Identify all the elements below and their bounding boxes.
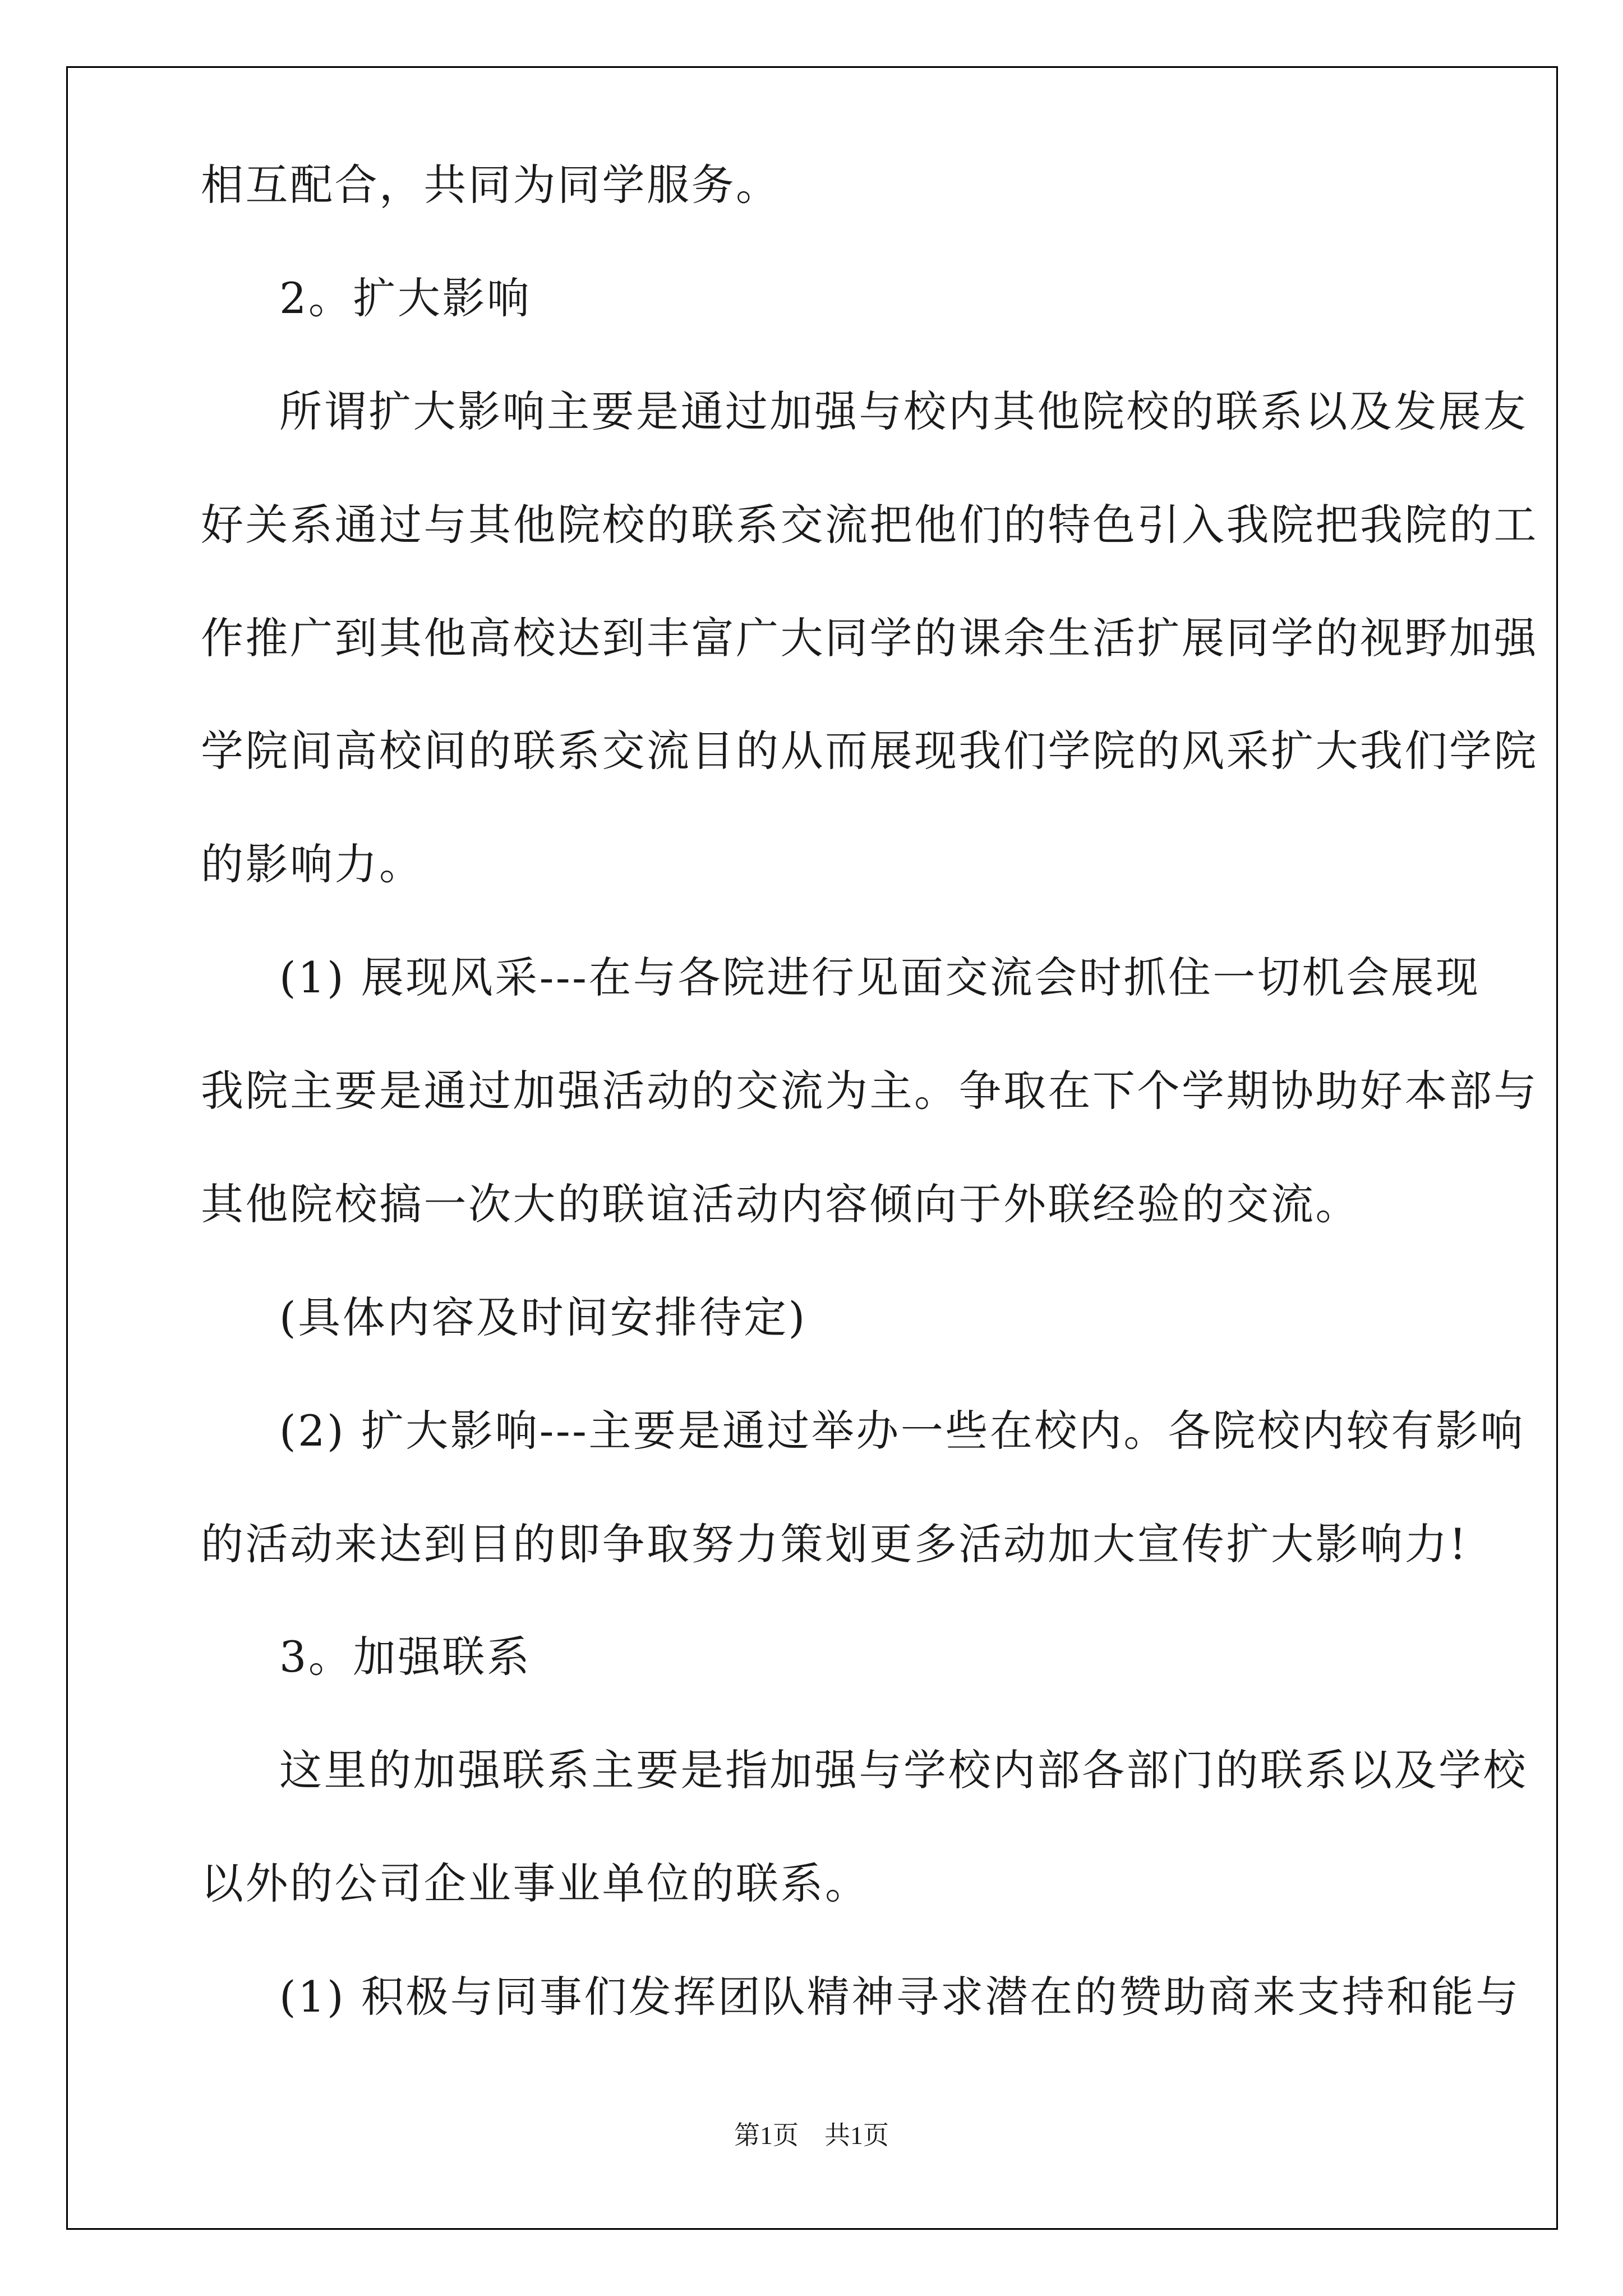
- text-line: 作推广到其他高校达到丰富广大同学的课余生活扩展同学的视野加强: [201, 613, 1538, 663]
- text-line: 学院间高校间的联系交流目的从而展现我们学院的风采扩大我们学院: [201, 726, 1538, 776]
- section-heading: 2。扩大影响: [279, 273, 532, 323]
- text-line: 的活动来达到目的即争取努力策划更多活动加大宣传扩大影响力!: [201, 1519, 1469, 1569]
- text-line: (1) 展现风采---在与各院进行见面交流会时抓住一切机会展现: [279, 953, 1481, 1003]
- text-line: 的影响力。: [201, 839, 424, 890]
- section-heading: 3。加强联系: [279, 1632, 532, 1682]
- text-line: 这里的加强联系主要是指加强与学校内部各部门的联系以及学校: [279, 1745, 1528, 1796]
- text-line: 相互配合，共同为同学服务。: [201, 160, 781, 210]
- text-line: 所谓扩大影响主要是通过加强与校内其他院校的联系以及发展友: [279, 386, 1528, 436]
- text-line: (1) 积极与同事们发挥团队精神寻求潜在的赞助商来支持和能与: [279, 1972, 1520, 2022]
- text-line: (2) 扩大影响---主要是通过举办一些在校内。各院校内较有影响: [279, 1405, 1525, 1456]
- text-line: 其他院校搞一次大的联谊活动内容倾向于外联经验的交流。: [201, 1179, 1360, 1229]
- text-line: 我院主要是通过加强活动的交流为主。争取在下个学期协助好本部与: [201, 1066, 1538, 1116]
- text-line: 好关系通过与其他院校的联系交流把他们的特色引入我院把我院的工: [201, 499, 1538, 550]
- page-footer: 第1页 共1页: [734, 2121, 889, 2150]
- text-line: 以外的公司企业事业单位的联系。: [201, 1858, 870, 1909]
- text-line: (具体内容及时间安排待定): [279, 1292, 807, 1342]
